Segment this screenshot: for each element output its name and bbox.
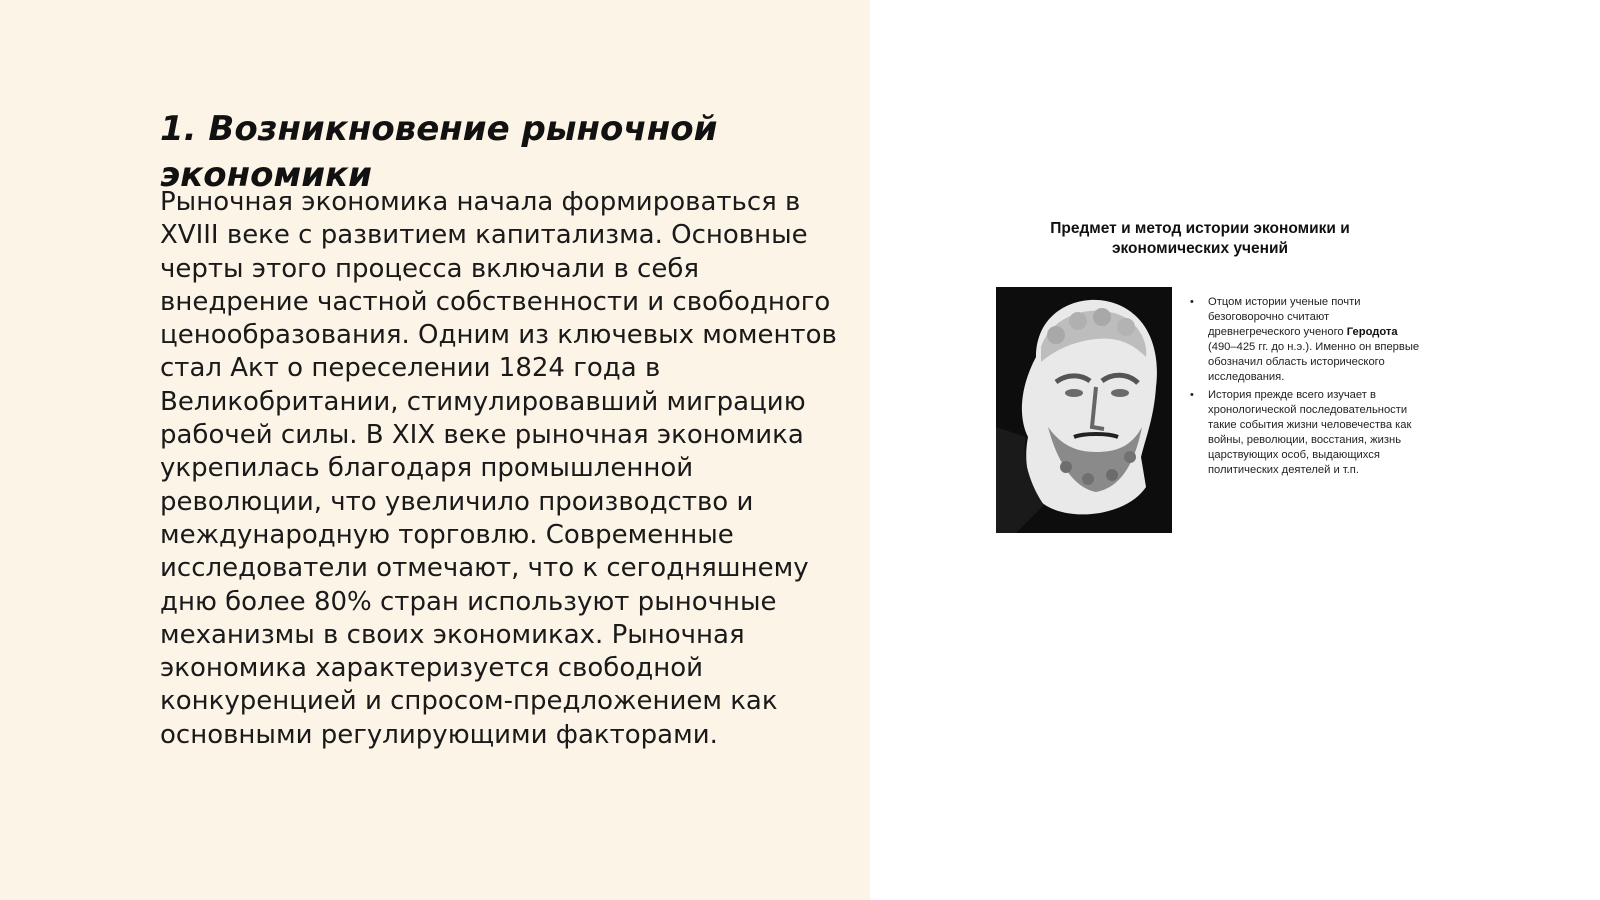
slide-body-text: Рыночная экономика начала формироваться в XVIII веке с развитием капитализма. Основные черты этого процесса включали в себя внедрение частной собственности и свободного ценообразования. Одним из ключевых моментов стал Акт о переселении 1824 года в Великобритании, стимулировавший миграцию рабочей силы. В XIX веке рыночная экономика укрепилась благодаря промышленной революции, что увеличило производство и международную торговлю. Современные исследователи отмечают, что к сегодняшнему дню более 80% стран используют рыночные механизмы в своих экономиках. Рыночная экономика характеризуется свободной конкуренцией и спросом-предложением как основными регулирующими факторами. bbox=[160, 187, 837, 750]
bust-portrait-icon bbox=[996, 287, 1172, 533]
slide-title: 1. Возникновение рыночной экономики bbox=[160, 109, 718, 195]
list-item: • История прежде всего изучает в хронологической последовательности такие события жизни человечества как войны, революции, восстания, жизнь царствующих особ, выдающихся политических деятелей и т.п. bbox=[1208, 388, 1422, 478]
embedded-slide-image bbox=[990, 215, 1450, 545]
embedded-bullet-list bbox=[1208, 295, 1422, 481]
embedded-slide-title: Предмет и метод истории экономики и экономических учений bbox=[1050, 220, 1350, 257]
list-item: • Отцом истории ученые почти безоговорочно считают древнегреческого ученого Геродота (490–425 гг. до н.э.). Именно он впервые обозначил область исторического исследования. bbox=[1208, 295, 1422, 385]
bold-name: Геродота bbox=[1346, 326, 1398, 338]
